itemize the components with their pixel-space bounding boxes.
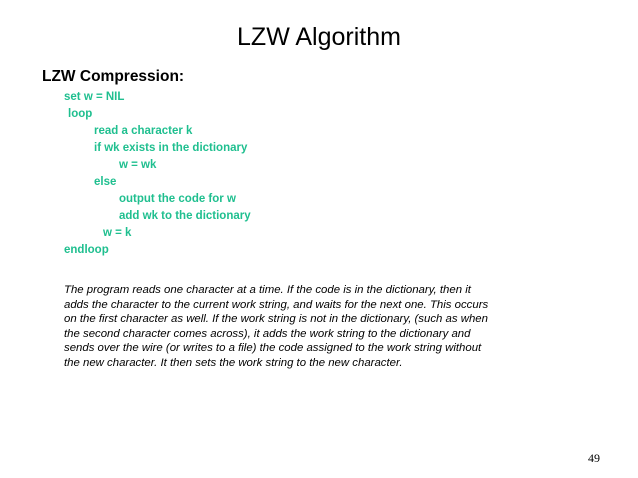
description-line: the new character. It then sets the work string to the new character. bbox=[64, 356, 403, 369]
code-line-loop: loop bbox=[68, 108, 93, 120]
code-line-set-w: set w = NIL bbox=[64, 91, 125, 103]
section-heading: LZW Compression: bbox=[42, 68, 185, 85]
slide-title: LZW Algorithm bbox=[237, 23, 401, 51]
description-line: sends over the wire (or writes to a file) the code assigned to the work string without bbox=[64, 342, 482, 355]
description-line: The program reads one character at a time. If the code is in the dictionary, then it bbox=[64, 284, 471, 296]
code-line-output-code: output the code for w bbox=[119, 193, 236, 205]
description-line: the second character comes across), it adds the work string to the dictionary and bbox=[64, 327, 471, 340]
code-line-w-equals-k: w = k bbox=[103, 227, 132, 239]
description-paragraph bbox=[64, 283, 564, 371]
code-line-w-equals-wk: w = wk bbox=[119, 159, 157, 171]
code-line-if-exists: if wk exists in the dictionary bbox=[94, 142, 248, 154]
code-line-read-char: read a character k bbox=[94, 125, 193, 137]
code-line-add-wk: add wk to the dictionary bbox=[119, 210, 251, 222]
description-line: on the first character as well. If the work string is not in the dictionary, (such as when bbox=[64, 313, 488, 326]
code-line-endloop: endloop bbox=[64, 244, 109, 256]
page-number: 49 bbox=[588, 451, 600, 465]
description-line: adds the character to the current work string, and waits for the next one. This occurs bbox=[64, 298, 489, 311]
code-line-else: else bbox=[94, 176, 117, 188]
